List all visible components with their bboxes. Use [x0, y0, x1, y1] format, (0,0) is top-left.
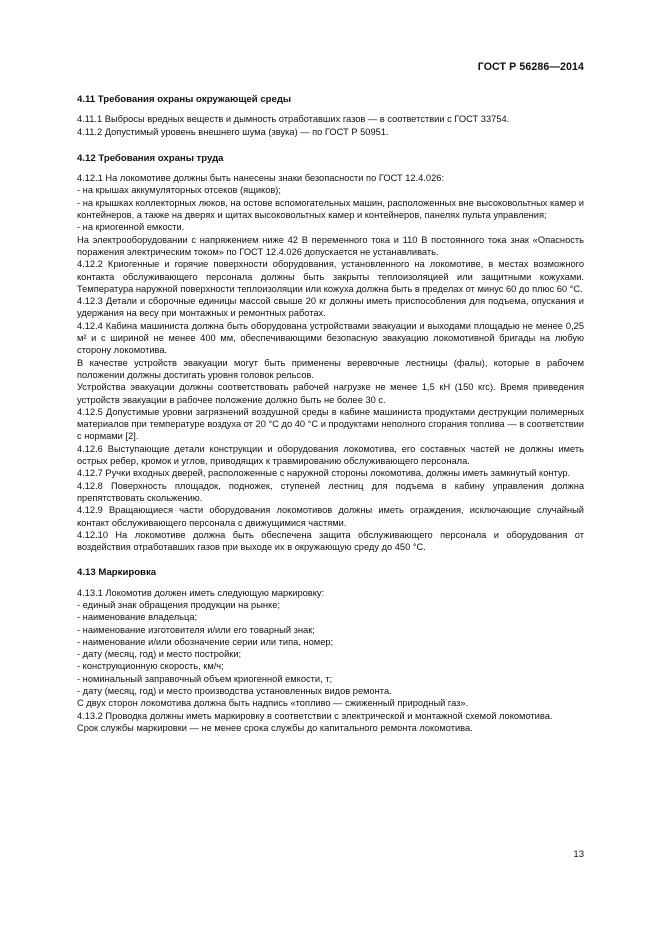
paragraph: 4.12.10 На локомотиве должна быть обеспечена защита обслуживающего персонала и оборудования от воздействия отработавших газов при выходе их в окружающую среду до 450 °С.	[77, 529, 584, 553]
paragraph: 4.12.7 Ручки входных дверей, расположенные с наружной стороны локомотива, должны иметь замкнутый контур.	[77, 468, 571, 479]
list-item: - на крышах аккумуляторных отсеков (ящиков);	[77, 185, 281, 196]
paragraph: В качестве устройств эвакуации могут быть применены веревочные лестницы (фалы), которые в рабочем положении должны достигать уровня головок рельсов.	[77, 357, 584, 380]
paragraph: С двух сторон локомотива должна быть надпись «топливо — сжиженный природный газ».	[77, 698, 469, 709]
paragraph: 4.12.2 Криогенные и горячие поверхности оборудования, установленного на локомотиве, в местах возможного контакта обслуживающего персонала должны быть закрыты теплоизоляцией или защитными кожухами. Температура наружной поверхности теплоизоляции или кожуха должна быть в пределах от минус 60 до плюс 60 °С.	[77, 259, 584, 294]
page-number: 13	[573, 849, 584, 860]
section-4-11	[77, 94, 584, 138]
paragraph: 4.11.1 Выбросы вредных веществ и дымность отработавших газов — в соответствии с ГОСТ 33754.	[77, 114, 510, 125]
list-item: - конструкционную скорость, км/ч;	[77, 661, 224, 672]
section-heading: 4.12 Требования охраны труда	[77, 152, 224, 164]
paragraph: 4.12.1 На локомотиве должны быть нанесены знаки безопасности по ГОСТ 12.4.026:	[77, 173, 445, 184]
paragraph: 4.12.6 Выступающие детали конструкции и оборудования локомотива, его составных частей не должны иметь острых ребер, кромок и углов, приводящих к травмированию обслуживающего персонала.	[77, 443, 584, 467]
paragraph: На электрооборудовании с напряжением ниже 42 В переменного тока и 110 В постоянного тока знак «Опасность поражения электрическим током» по ГОСТ 12.4.026 допускается не устанавливать.	[77, 234, 584, 257]
paragraph: 4.13.1 Локомотив должен иметь следующую маркировку:	[77, 587, 325, 598]
section-heading: 4.11 Требования охраны окружающей среды	[77, 94, 292, 105]
paragraph: 4.11.2 Допустимый уровень внешнего шума (звука) — по ГОСТ Р 50951.	[77, 126, 389, 137]
list-item: - единый знак обращения продукции на рынке;	[77, 599, 280, 610]
paragraph: Устройства эвакуации должны соответствовать рабочей нагрузке не менее 1,5 кН (150 кгс). Время приведения устройств эвакуации в рабочее положение должно быть не более 30 с.	[77, 382, 584, 405]
paragraph: 4.12.3 Детали и сборочные единицы массой свыше 20 кг должны иметь приспособления для подъема, опускания и удержания на весу при монтажных и ремонтных работах.	[77, 296, 584, 319]
paragraph: 4.12.4 Кабина машиниста должна быть оборудована устройствами эвакуации и выходами площадью не менее 0,25 м² и с шириной не менее 400 мм, обеспечивающими безопасную эвакуацию локомотивной бригады на любую сторону локомотива.	[77, 320, 584, 356]
list-item: - на крышках коллекторных люков, на остове вспомогательных машин, расположенных вне высоковольтных камер и контейнеров, а также на дверях и щитах высоковольтных камер и контейнеров, панелях пульта управления;	[77, 197, 584, 221]
list-item: - наименование владельца;	[77, 612, 198, 623]
list-item: - номинальный заправочный объем криогенной емкости, т;	[77, 673, 333, 684]
document-id: ГОСТ Р 56286—2014	[477, 61, 584, 73]
paragraph: Срок службы маркировки — не менее срока службы до капитального ремонта локомотива.	[77, 722, 473, 733]
list-item: - наименование и/или обозначение серии или типа, номер;	[77, 636, 334, 647]
list-item: - дату (месяц, год) и место производства установленных видов ремонта.	[77, 686, 392, 697]
list-item: - дату (месяц, год) и место постройки;	[77, 649, 242, 660]
paragraph: 4.12.8 Поверхность площадок, подножек, ступеней лестниц для подъема в кабину управления должна препятствовать скольжению.	[77, 480, 584, 503]
list-item: - наименование изготовителя и/или его товарный знак;	[77, 624, 315, 635]
paragraph: 4.13.2 Проводка должны иметь маркировку в соответствии с электрической и монтажной схемой локомотива.	[77, 710, 553, 721]
section-4-12	[77, 153, 584, 554]
list-item: - на криогенной емкости.	[77, 222, 185, 233]
paragraph: 4.12.5 Допустимые уровни загрязнений воздушной среды в кабине машиниста продуктами деструкции полимерных материалов при температуре воздуха от 20 °С до 40 °С и продуктами неполного сгорания топлива — в соответствии с нормами [2].	[77, 406, 584, 442]
section-heading: 4.13 Маркировка	[77, 567, 157, 579]
page-content	[77, 94, 584, 744]
section-4-13	[77, 567, 584, 734]
paragraph: 4.12.9 Вращающиеся части оборудования локомотивов должны иметь ограждения, исключающие случайный контакт обслуживающего персонала с движущимися частями.	[77, 505, 584, 528]
